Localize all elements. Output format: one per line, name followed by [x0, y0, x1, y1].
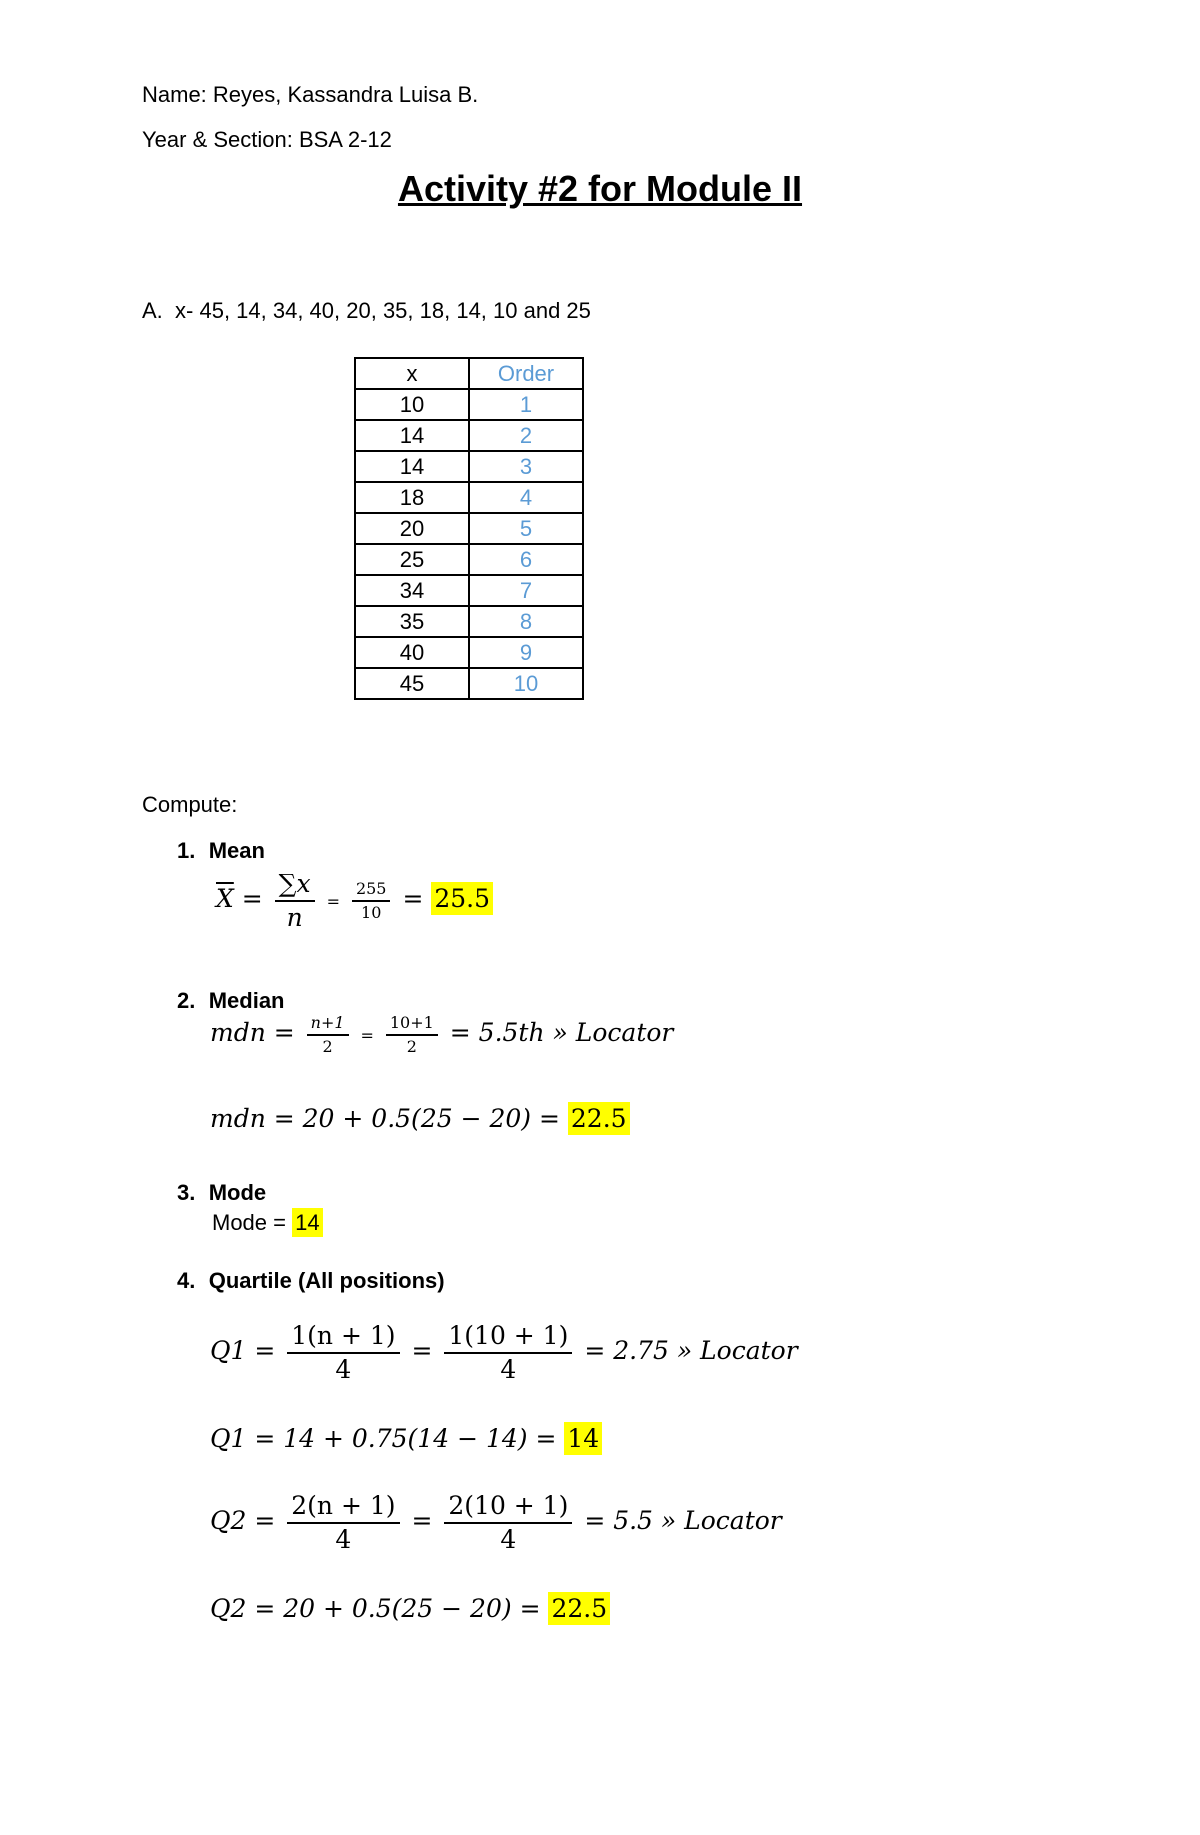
mode-line: [212, 1210, 323, 1236]
student-name: Name: Reyes, Kassandra Luisa B.: [142, 82, 479, 107]
quartile-number: 4.: [177, 1268, 196, 1293]
year-section: Year & Section: BSA 2-12: [142, 127, 392, 152]
mean-symbol: $\overline{X}$: [216, 884, 234, 913]
q1-value-denominator: 4: [500, 1354, 517, 1384]
q2-locator-formula: Q2 = $\frac{2(n + 1)}{4}$ = $\frac{2(10 + 1)}{4}$ = 5.5 » Locator: [210, 1491, 782, 1554]
part-a-statement: [142, 298, 591, 324]
mean-heading: Mean: [208, 838, 265, 863]
q1-locator-formula: Q1 = $\frac{1(n + 1)}{4}$ = $\frac{1(10 + 1)}{4}$ = 2.75 » Locator: [210, 1321, 798, 1384]
q2-general-numerator: 2(n + 1): [287, 1492, 399, 1524]
q1-general-numerator: 1(n + 1): [287, 1322, 399, 1354]
compute-label: Compute:: [142, 792, 238, 817]
sum-denominator: n: [286, 902, 303, 932]
mean-numerator: 255: [352, 880, 391, 902]
q2-general-denominator: 4: [335, 1524, 352, 1554]
part-a-data: x- 45, 14, 34, 40, 20, 35, 18, 14, 10 and 25: [175, 298, 591, 323]
median-value-numerator: 10+1: [386, 1014, 438, 1036]
q1-locator: = 2.75 » Locator: [584, 1336, 798, 1365]
median-locator-formula: mdn = $\frac{n+1}{2}$ = $\frac{10+1}{2}$ = 5.5th » Locator: [210, 1013, 674, 1056]
order-cell: 1: [469, 389, 583, 420]
q2-calculation: [210, 1594, 610, 1623]
table-header-row: [355, 358, 583, 389]
median-value-fraction: [386, 1014, 438, 1055]
order-cell: 8: [469, 606, 583, 637]
q2-value-denominator: 4: [500, 1524, 517, 1554]
mean-value-fraction: [352, 880, 391, 921]
q1-general-fraction: [287, 1322, 399, 1383]
order-cell: 5: [469, 513, 583, 544]
order-cell: 4: [469, 482, 583, 513]
q2-lhs: Q2 =: [210, 1506, 276, 1535]
table-row: [355, 668, 583, 699]
x-cell: 14: [355, 420, 469, 451]
table-row: [355, 575, 583, 606]
column-header-order: Order: [469, 358, 583, 389]
x-cell: 35: [355, 606, 469, 637]
column-header-x: x: [355, 358, 469, 389]
q2-general-fraction: [287, 1492, 399, 1553]
table-row: [355, 637, 583, 668]
quartile-heading: Quartile (All positions): [208, 1268, 445, 1293]
median-general-denominator: 2: [322, 1036, 333, 1056]
mode-label: Mode =: [212, 1210, 293, 1235]
order-cell: 6: [469, 544, 583, 575]
table-row: [355, 606, 583, 637]
table-row: [355, 389, 583, 420]
q2-value-fraction: [444, 1492, 572, 1553]
median-general-numerator: n+1: [307, 1014, 349, 1036]
order-cell: 7: [469, 575, 583, 606]
q2-value-numerator: 2(10 + 1): [444, 1492, 572, 1524]
q2-calc-text: Q2 = 20 + 0.5(25 − 20) =: [210, 1594, 541, 1623]
sum-over-n-fraction: [275, 870, 315, 931]
q1-calc-text: Q1 = 14 + 0.75(14 − 14) =: [210, 1424, 557, 1453]
x-cell: 40: [355, 637, 469, 668]
mode-result: 14: [292, 1208, 322, 1237]
x-cell: 20: [355, 513, 469, 544]
order-cell: 3: [469, 451, 583, 482]
mean-formula: $\overline{X}$ = $\frac{\sum x}{n}$ = $\frac{255}{10}$ = 25.5: [216, 870, 493, 931]
part-a-label: A.: [142, 298, 163, 323]
median-symbol: mdn: [210, 1018, 266, 1048]
q1-calculation: [210, 1424, 602, 1453]
q2-locator: = 5.5 » Locator: [584, 1506, 782, 1535]
median-result: 22.5: [568, 1102, 630, 1135]
median-heading: Median: [208, 988, 285, 1013]
sum-numerator: ∑x: [275, 870, 315, 902]
table-row: [355, 420, 583, 451]
mode-heading-row: [177, 1180, 266, 1206]
median-number: 2.: [177, 988, 196, 1013]
x-cell: 14: [355, 451, 469, 482]
order-cell: 9: [469, 637, 583, 668]
order-table: [354, 357, 584, 700]
page-title: Activity #2 for Module II: [397, 168, 803, 209]
table-row: [355, 451, 583, 482]
median-locator: = 5.5th » Locator: [449, 1018, 674, 1048]
q1-value-numerator: 1(10 + 1): [444, 1322, 572, 1354]
q1-lhs: Q1 =: [210, 1336, 276, 1365]
median-general-fraction: [307, 1014, 349, 1055]
mean-denominator: 10: [361, 902, 382, 922]
median-heading-row: [177, 988, 285, 1014]
mean-heading-row: [177, 838, 265, 864]
median-calc-text: mdn = 20 + 0.5(25 − 20) =: [210, 1104, 560, 1133]
median-calculation: [210, 1104, 630, 1133]
q1-result: 14: [564, 1422, 602, 1455]
x-cell: 18: [355, 482, 469, 513]
table-row: [355, 513, 583, 544]
mode-number: 3.: [177, 1180, 196, 1205]
median-value-denominator: 2: [406, 1036, 417, 1056]
mean-result: 25.5: [431, 882, 493, 915]
table-row: [355, 544, 583, 575]
order-cell: 10: [469, 668, 583, 699]
quartile-heading-row: [177, 1268, 445, 1294]
q1-general-denominator: 4: [335, 1354, 352, 1384]
x-cell: 34: [355, 575, 469, 606]
x-cell: 25: [355, 544, 469, 575]
q1-value-fraction: [444, 1322, 572, 1383]
table-row: [355, 482, 583, 513]
q2-result: 22.5: [548, 1592, 610, 1625]
mode-heading: Mode: [208, 1180, 267, 1205]
order-cell: 2: [469, 420, 583, 451]
x-cell: 10: [355, 389, 469, 420]
mean-number: 1.: [177, 838, 196, 863]
x-cell: 45: [355, 668, 469, 699]
